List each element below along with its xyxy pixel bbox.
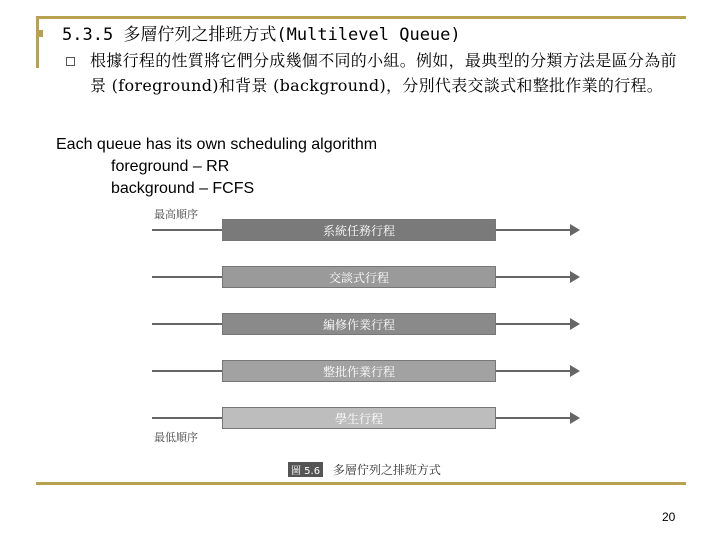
queue-row — [152, 218, 582, 242]
frame-top-line — [36, 16, 686, 19]
body-paragraph: 根據行程的性質將它們分成幾個不同的小組。例如，最典型的分類方法是區分為前景 (foreground)和背景 (background)，分別代表交談式和整批作業的行程。 — [90, 51, 677, 95]
highest-priority-label: 最高順序 — [154, 208, 198, 221]
frame-bottom-line — [36, 482, 686, 485]
queue-box-editing: 編修作業行程 — [222, 313, 496, 335]
queue-row — [152, 265, 582, 289]
queue-row — [152, 312, 582, 336]
lowest-priority-label: 最低順序 — [154, 431, 198, 444]
queue-box-interactive: 交談式行程 — [222, 266, 496, 288]
bullet-square-icon — [36, 30, 43, 37]
queue-box-batch: 整批作業行程 — [222, 360, 496, 382]
page-number: 20 — [662, 510, 676, 524]
frame-left-line — [36, 16, 39, 68]
english-line-3: background – FCFS — [111, 180, 255, 197]
figure-caption-text: 多層佇列之排班方式 — [332, 463, 441, 477]
english-line-1: Each queue has its own scheduling algorithm — [56, 136, 378, 153]
queue-box-student: 學生行程 — [222, 407, 496, 429]
figure-caption — [288, 461, 441, 478]
slide-heading: 5.3.5 多層佇列之排班方式(Multilevel Queue) — [62, 25, 461, 45]
queue-row — [152, 359, 582, 383]
queue-row — [152, 406, 582, 430]
english-line-2: foreground – RR — [111, 158, 230, 175]
figure-number: 圖 5.6 — [288, 462, 323, 477]
queue-box-system: 系統任務行程 — [222, 219, 496, 241]
hollow-square-bullet-icon — [66, 57, 75, 66]
